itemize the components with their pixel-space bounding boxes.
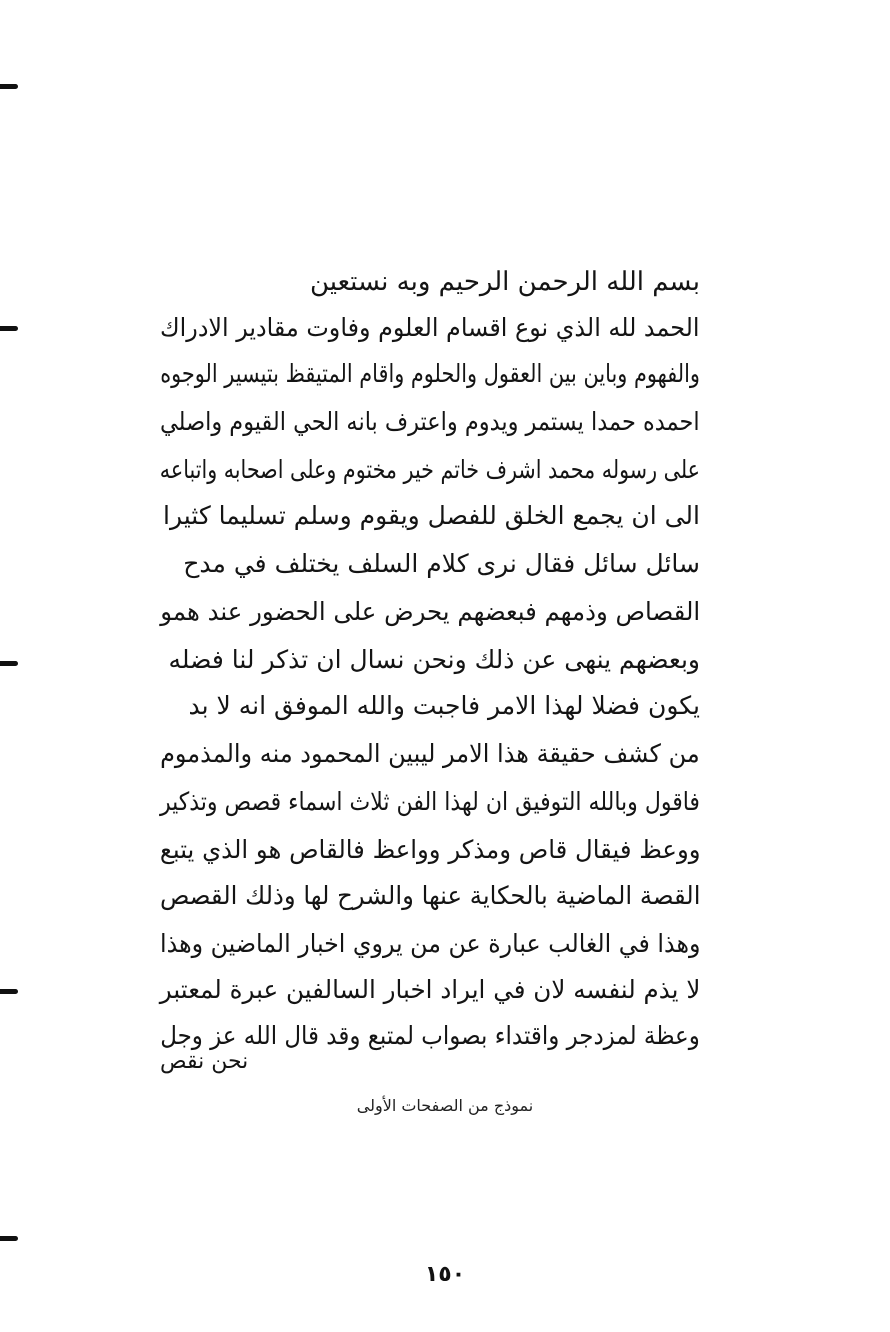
manuscript-line: القصاص وذمهم فبعضهم يحرض على الحضور عند همو [160,597,700,626]
figure-caption: نموذج من الصفحات الأولى [356,1096,534,1115]
manuscript-line: لا يذم لنفسه لان في ايراد اخبار السالفين عبرة لمعتبر [159,975,700,1004]
page-number: ١٥٠ [424,1262,466,1287]
binding-edge-mark [0,1236,18,1241]
manuscript-line: من كشف حقيقة هذا الامر ليبين المحمود منه والمذموم [160,739,700,768]
manuscript-line: وعظة لمزدجر واقتداء بصواب لمتبع وقد قال الله عز وجل [160,1021,700,1050]
manuscript-line: احمده حمدا يستمر ويدوم واعترف بانه الحي القيوم واصلي [160,407,700,436]
binding-edge-mark [0,661,18,666]
manuscript-image [160,262,700,1072]
manuscript-line: الى ان يجمع الخلق للفصل ويقوم وسلم تسليما كثيرا [163,501,700,530]
binding-edge-mark [0,84,18,89]
binding-edge-mark [0,989,18,994]
manuscript-line: وبعضهم ينهى عن ذلك ونحن نسال ان تذكر لنا فضله [168,645,700,674]
manuscript-basmala-line: بسم الله الرحمن الرحيم وبه نستعين [309,267,700,297]
manuscript-line: وهذا في الغالب عبارة عن من يروي اخبار الماضين وهذا [159,929,700,958]
binding-edge-mark [0,326,18,331]
manuscript-line: والفهوم وباين بين العقول والحلوم واقام المتيقظ بتيسير الوجوه [160,359,700,388]
manuscript-line: على رسوله محمد اشرف خاتم خير مختوم وعلى اصحابه واتباعه [159,455,700,484]
manuscript-line: يكون فضلا لهذا الامر فاجبت والله الموفق انه لا بد [188,691,700,720]
manuscript-catchword: نحن نقص [160,1049,249,1074]
manuscript-line: الحمد لله الذي نوع اقسام العلوم وفاوت مقادير الادراك [160,313,700,342]
manuscript-line: فاقول وبالله التوفيق ان لهذا الفن ثلاث اسماء قصص وتذكير [159,787,700,816]
manuscript-line: القصة الماضية بالحكاية عنها والشرح لها وذلك القصص [159,881,700,910]
manuscript-line: ووعظ فيقال قاص ومذكر وواعظ فالقاص هو الذي يتبع [159,835,700,864]
manuscript-line: سائل سائل فقال نرى كلام السلف يختلف في مدح [183,549,700,578]
